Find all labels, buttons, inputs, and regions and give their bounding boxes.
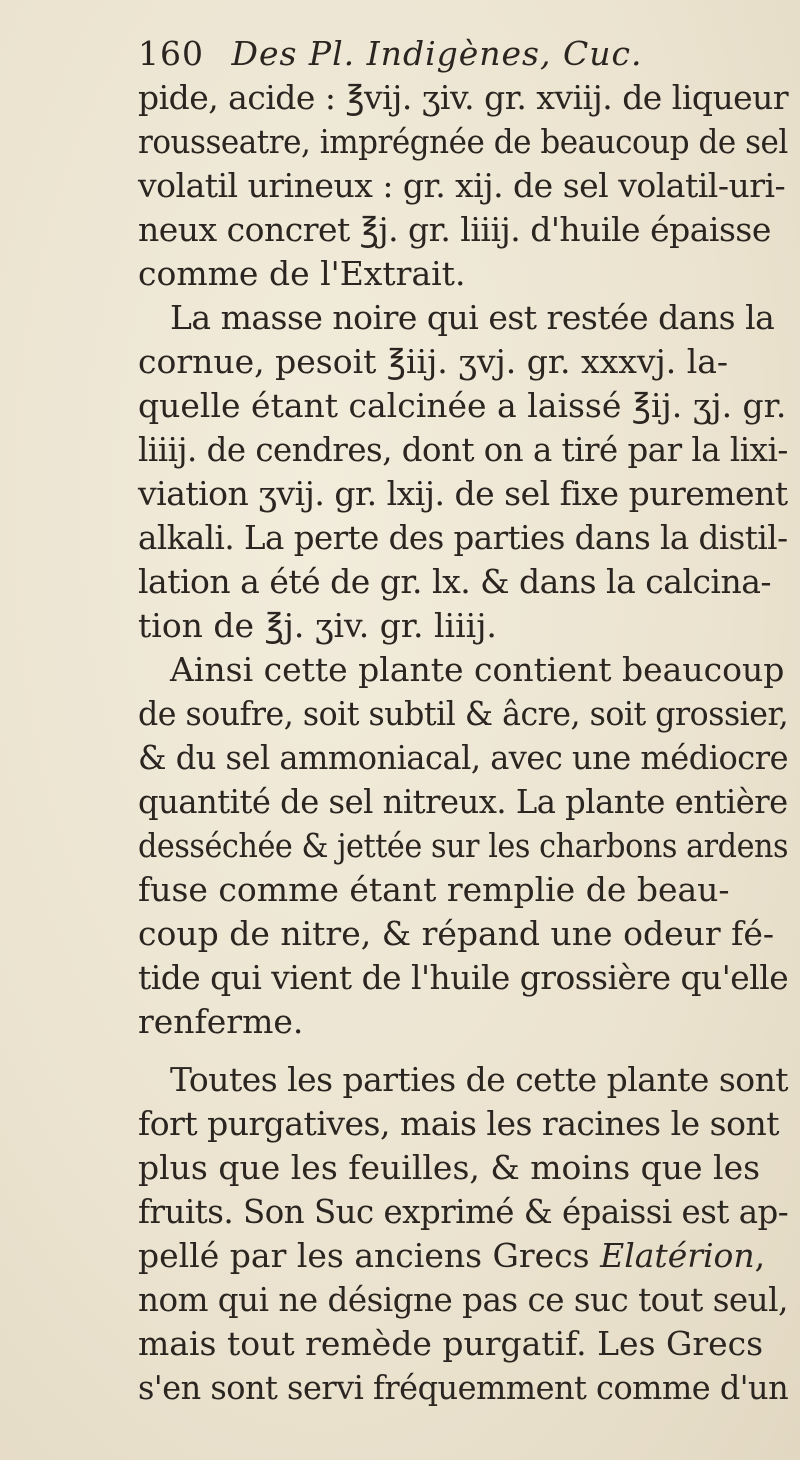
text-line: pellé par les anciens Grecs Elatérion, xyxy=(138,1236,766,1275)
text-line: quelle étant calcinée a laissé ℥ij. ʒj. gr. xyxy=(138,386,787,425)
text-line: neux concret ℥j. gr. liiij. d'huile épaisse xyxy=(138,210,771,249)
text-line: fruits. Son Suc exprimé & épaissi est ap- xyxy=(138,1192,789,1231)
text-line: liiij. de cendres, dont on a tiré par la lixi- xyxy=(138,430,788,469)
text-line: renferme. xyxy=(138,1002,304,1041)
text-line: nom qui ne désigne pas ce suc tout seul, xyxy=(138,1280,788,1319)
text-line: Toutes les parties de cette plante sont xyxy=(170,1060,789,1099)
text-line: lation a été de gr. lx. & dans la calcina- xyxy=(138,562,772,601)
text-line: viation ʒvij. gr. lxij. de sel fixe purement xyxy=(138,474,788,513)
text-line: de soufre, soit subtil & âcre, soit grossier, xyxy=(138,694,789,733)
text-line: rousseatre, imprégnée de beaucoup de sel xyxy=(138,122,788,161)
italic-term: Elatérion xyxy=(600,1236,755,1275)
text-line: volatil urineux : gr. xij. de sel volatil-uri- xyxy=(138,166,786,205)
text-line: desséchée & jettée sur les charbons ardens xyxy=(138,826,789,865)
text-line: quantité de sel nitreux. La plante entière xyxy=(138,782,788,821)
text-line: tion de ℥j. ʒiv. gr. liiij. xyxy=(138,606,497,645)
page-number: 160 xyxy=(138,34,204,73)
text-line: fort purgatives, mais les racines le sont xyxy=(138,1104,779,1143)
text-line: & du sel ammoniacal, avec une médiocre xyxy=(138,738,789,777)
text-line: tide qui vient de l'huile grossière qu'elle xyxy=(138,958,789,997)
text-line: fuse comme étant remplie de beau- xyxy=(138,870,730,909)
running-head xyxy=(138,34,642,73)
text-line: s'en sont servi fréquemment comme d'un xyxy=(138,1368,789,1407)
text-line: pide, acide : ℥vij. ʒiv. gr. xviij. de liqueur xyxy=(138,78,789,117)
text-line: La masse noire qui est restée dans la xyxy=(170,298,775,337)
text-line: alkali. La perte des parties dans la distil- xyxy=(138,518,788,557)
text-line: Ainsi cette plante contient beaucoup xyxy=(170,650,785,689)
text-line: coup de nitre, & répand une odeur fé- xyxy=(138,914,775,953)
text-line: plus que les feuilles, & moins que les xyxy=(138,1148,761,1187)
running-title: Des Pl. Indigènes, Cuc. xyxy=(231,34,643,73)
text-line: comme de l'Extrait. xyxy=(138,254,466,293)
text-line: cornue, pesoit ℥iij. ʒvj. gr. xxxvj. la- xyxy=(138,342,729,381)
text-line: mais tout remède purgatif. Les Grecs xyxy=(138,1324,764,1363)
